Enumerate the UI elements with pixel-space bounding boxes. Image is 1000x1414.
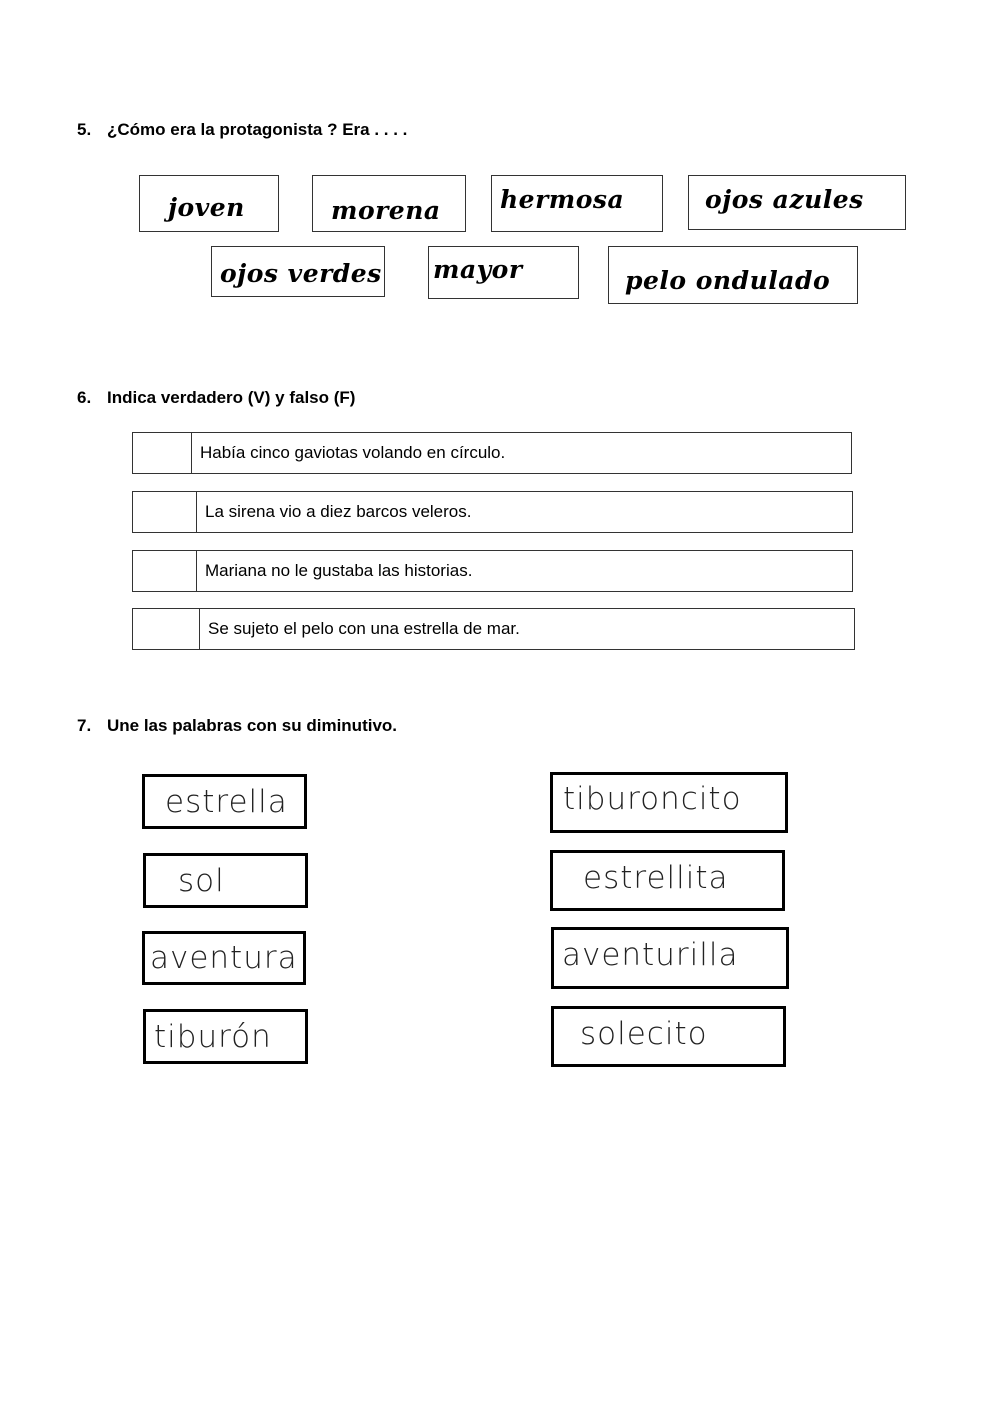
diminutive-label: solecito bbox=[580, 1015, 708, 1052]
word-box-aventura[interactable] bbox=[142, 931, 306, 985]
option-pelo-ondulado[interactable] bbox=[608, 246, 858, 304]
word-label: aventura bbox=[150, 940, 298, 976]
diminutive-box-aventurilla[interactable] bbox=[551, 927, 789, 989]
diminutive-box-estrellita[interactable] bbox=[550, 850, 785, 911]
tf-statement: Mariana no le gustaba las historias. bbox=[205, 561, 473, 580]
diminutive-box-solecito[interactable] bbox=[551, 1006, 786, 1067]
word-box-sol[interactable] bbox=[143, 853, 308, 908]
option-ojos-azules[interactable] bbox=[688, 175, 906, 230]
word-box-tiburon[interactable] bbox=[143, 1009, 308, 1064]
word-label: tiburón bbox=[154, 1018, 272, 1055]
tf-statement: Se sujeto el pelo con una estrella de mar. bbox=[208, 619, 520, 638]
tf-row-1 bbox=[132, 432, 852, 474]
tf-answer-box[interactable] bbox=[133, 551, 197, 591]
option-label: ojos azules bbox=[705, 185, 864, 214]
question-7-title bbox=[77, 716, 397, 736]
option-label: hermosa bbox=[500, 185, 625, 214]
tf-row-3 bbox=[132, 550, 853, 592]
diminutive-label: estrellita bbox=[583, 859, 729, 896]
tf-row-2 bbox=[132, 491, 853, 533]
option-label: morena bbox=[331, 196, 441, 225]
option-label: ojos verdes bbox=[220, 259, 382, 288]
question-5-text: ¿Cómo era la protagonista ? Era . . . . bbox=[107, 120, 408, 139]
option-mayor[interactable] bbox=[428, 246, 579, 299]
tf-statement: La sirena vio a diez barcos veleros. bbox=[205, 502, 472, 521]
diminutive-label: aventurilla bbox=[562, 937, 739, 973]
word-box-estrella[interactable] bbox=[142, 774, 307, 829]
word-label: estrella bbox=[165, 783, 288, 820]
question-7-text: Une las palabras con su diminutivo. bbox=[107, 716, 398, 735]
diminutive-label: tiburoncito bbox=[563, 780, 742, 817]
tf-answer-box[interactable] bbox=[133, 433, 192, 473]
option-hermosa[interactable] bbox=[491, 175, 663, 232]
diminutive-box-tiburoncito[interactable] bbox=[550, 772, 788, 833]
tf-answer-box[interactable] bbox=[133, 609, 200, 649]
option-label: joven bbox=[168, 193, 245, 222]
question-5-title bbox=[77, 120, 407, 140]
question-6-number: 6. bbox=[77, 388, 92, 407]
option-ojos-verdes[interactable] bbox=[211, 246, 385, 297]
tf-row-4 bbox=[132, 608, 855, 650]
word-label: sol bbox=[178, 862, 225, 899]
option-joven[interactable] bbox=[139, 175, 279, 232]
question-6-title bbox=[77, 388, 355, 408]
option-morena[interactable] bbox=[312, 175, 466, 232]
option-label: pelo ondulado bbox=[625, 265, 831, 295]
tf-statement: Había cinco gaviotas volando en círculo. bbox=[200, 443, 506, 462]
question-6-text: Indica verdadero (V) y falso (F) bbox=[107, 388, 356, 407]
option-label: mayor bbox=[433, 255, 523, 284]
question-5-number: 5. bbox=[77, 120, 92, 139]
question-7-number: 7. bbox=[77, 716, 92, 735]
tf-answer-box[interactable] bbox=[133, 492, 197, 532]
